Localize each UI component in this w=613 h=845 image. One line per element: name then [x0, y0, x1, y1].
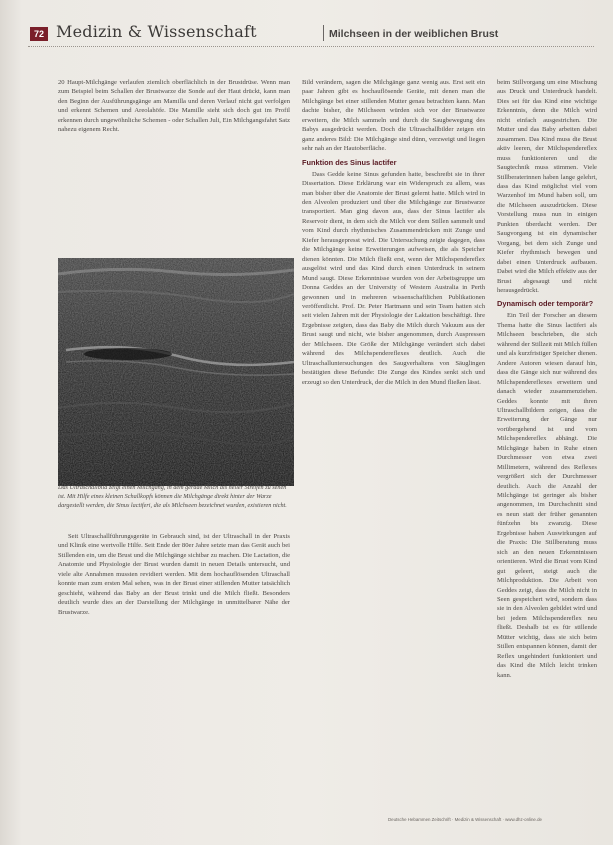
- subheading: Dynamisch oder temporär?: [497, 299, 594, 309]
- section-title: Medizin & Wissenschaft: [56, 22, 257, 41]
- paragraph: Seit Ultraschallführungsgeräte in Gebrauch sind, ist der Ultraschall in der Praxis und Klinik eine wertvolle Hilfe. Seit Ende der 80er Jahre setzte man das Gerät auch bei Stillenden ein, um die Brust und die Milchgänge sichtbar zu machen. Die Lactation, die Anatomie und Physiologie der Brust wurden damit in neuen Details untersucht, und viele alte Annahmen mussten revidiert werden. Mit dem hochauflösenden Ultraschall konnte man zum ersten Mal sehen, was in der Brust einer stillenden Mutter tatsächlich geschieht, während das Baby an der Brust trinkt und die Milch fließt. Besonders deutlich wurde dies an der Darstellung der Milchgänge in unmittelbarer Nähe der Brustwarze.: [58, 533, 290, 616]
- ultrasound-image: [58, 258, 294, 486]
- paragraph: Dass Gedde keine Sinus gefunden hatte, beschreibt sie in ihrer Dissertation. Diese Erklärung war ein Widerspruch zu allem, was man bisher über die Anatomie der Brust gelernt hatte. Milch wird in den Alveolen produziert und über die Milchgänge zur Brustwarze transportiert. Man ging davon aus, dass der Sinus lactifer als Reservoir dient, in dem sich die Milch vor dem Stillen sammelt und vom Kind durch rhythmisches Zusammendrücken mit Zunge und Kiefer herausgepresst wird. Die Untersuchung zeigte dagegen, dass die Milchgänge keine Erweiterungen aufweisen, die als Speicher dienen könnten. Die Milch fließt erst, wenn der Milchspendereflex ausgelöst wird und das Kind durch einen Unterdruck in seinem Mund saugt. Diese Erkenntnisse wurden von der Arbeitsgruppe um Donna Geddes an der University of Western Australia in Perth gewonnen und in mehreren wissenschaftlichen Publikationen veröffentlicht. Prof. Dr. Peter Hartmann und sein Team hatten sich seit vielen Jahren mit der Physiologie der Laktation beschäftigt. Ihre Ergebnisse zeigten, dass das Baby die Milch durch Vakuum aus der Brust saugt und nicht, wie bisher angenommen, durch Auspressen der Milchseen. Die Größe der Milchgänge verändert sich dabei während des Milchspendereflexes deutlich. Auch die Ultraschalluntersuchungen des Saugverhaltens von Säuglingen bestätigten diese Befunde: Die Zunge des Kindes senkt sich und erzeugt so den Unterdruck, der die Milch in den Mund fließen lässt.: [302, 170, 485, 386]
- column-3: [497, 78, 597, 806]
- subheading: Funktion des Sinus lactifer: [302, 157, 397, 167]
- section-subtitle: Milchseen in der weiblichen Brust: [329, 28, 499, 40]
- paragraph: 20 Haupt-Milchgänge verlaufen ziemlich oberflächlich in der Brustdrüse. Wenn man zum Beispiel beim Schallen der Brustwarze die Sonde auf der Haut drückt, kann man den Beginn der Ausführungsgänge am Mamilla und deren Verlauf nicht gut verfolgen und erkennt Schemen und Areolahöfe. Die Mamille sieht sich doch gut im Profil erkennen durch ungewöhnliche Schemen - oder Schallen Juli, Ein Milchgangsfahrt Satz nahezu eigenem Recht.: [58, 79, 290, 134]
- page-number: 72: [30, 27, 48, 41]
- paragraph: Ein Teil der Forscher an diesem Thema hatte die Sinus lactiferi als Milchseen beschrieben, die sich während der Stillzeit mit Milch füllen und als kurzfristiger Speicher dienen. Andere Autoren wiesen darauf hin, dass die Gänge sich nur während des Milchspendereflexes erweitern und danach wieder zusammenziehen. Geddes konnte mit ihren Ultraschallbildern zeigen, dass die Erweiterung der Gänge nur vorübergehend ist und vom Milchspendereflex abhängt. Die Milchgänge haben in Ruhe einen Durchmesser von etwa zwei Millimetern, während des Reflexes vergrößert sich der Durchmesser deutlich. Auch die Anzahl der Milchgänge ist geringer als bisher angenommen, im Durchschnitt sind es neun statt der früher genannten fünfzehn bis zwanzig. Diese Ergebnisse haben Auswirkungen auf die Praxis: Die Stillberatung muss sich an den neuen Erkenntnissen orientieren. Wird die Brust vom Kind gut geleert, steigt auch die Milchproduktion. Die Arbeit von Geddes zeigt, dass die Milch nicht in Seen gespeichert wird, sondern dass sie in den Alveolen gebildet wird und bei jedem Milchspendereflex neu fließt. Deshalb ist es für stillende Mütter wichtig, dass sie sich beim Stillen entspannen können, damit der Reflex ungehindert funktioniert und das Kind die Milch leicht trinken kann.: [497, 312, 597, 679]
- column-2: [302, 78, 485, 806]
- column-1-bottom: [58, 532, 290, 804]
- paragraph: beim Stillvorgang um eine Mischung aus Druck und Unterdruck handelt. Dies sei für das Kind eine wichtige Erkenntnis, denn die Milch wird nicht einfach ausgestrichen. Die Mutter und das Baby arbeiten dabei zusammen. Das Kind muss die Brust aktiv leeren, der Milchspendereflex muss funktionieren und die Saugtechnik muss stimmen. Viele Stillberaterinnen haben lange gelehrt, dass das Kind möglichst viel vom Warzenhof im Mund haben soll, um die Milchseen auszudrücken. Diese Vorstellung muss nun in einigen Punkten überdacht werden. Der Saugvorgang ist ein dynamischer Vorgang, bei dem sich Zunge und Kiefer rhythmisch bewegen und dabei einen Unterdruck aufbauen. Dabei wird die Milch effektiv aus der Brust abgesaugt und nicht herausgedrückt.: [497, 79, 597, 294]
- column-1-top: [58, 78, 290, 254]
- title-separator: [323, 25, 324, 41]
- page-footer: Deutsche Hebammen Zeitschrift · Medizin & Wissenschaft · www.dhz-online.de: [388, 817, 542, 822]
- header-rule: [28, 46, 594, 47]
- image-caption: Das Ultraschallbild zeigt einen Milchgang, in dem gerade Milch als heller Streifen zu sehen ist. Mit Hilfe eines kleinen Schallkopfs können die Milchgänge direkt hinter der Warze dargestellt werden, die Sinus lactiferi, die als Milchseen bezeichnet wurden, existieren nicht.: [58, 484, 287, 509]
- paragraph: Bild verändern, sagen die Milchgänge ganz wenig aus. Erst seit ein paar Jahren gibt es hochauflösende Geräte, mit denen man die Milchgänge bei einer stillenden Mutter genau betrachten kann. Man dachte bisher, die Milchseen würden sich vor der Brustwarze erweitern, die Milch sammeln und durch die Saugbewegung des Babys ausgedrückt werden. Doch die Ultraschallbilder zeigen ein ganz anderes Bild: Die Milchgänge sind dünn, verzweigt und liegen sehr nah an der Hautoberfläche.: [302, 79, 485, 153]
